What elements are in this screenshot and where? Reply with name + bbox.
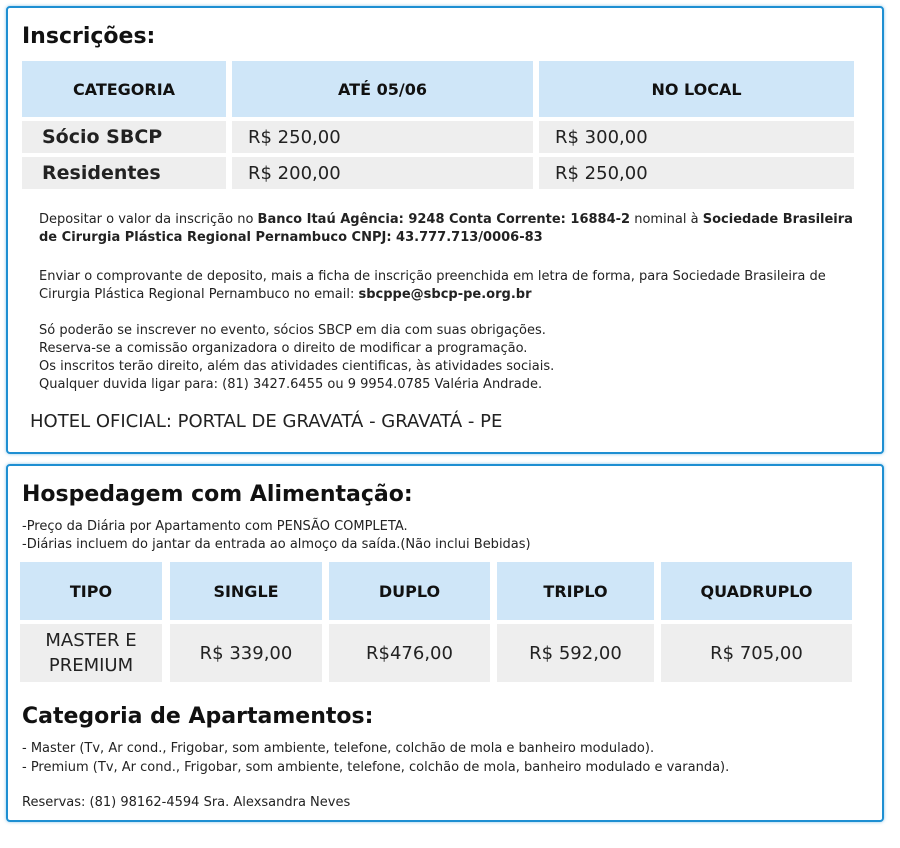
header-quadruplo: QUADRUPLO [661,562,852,620]
row-residentes-onsite: R$ 250,00 [539,157,854,189]
send-paragraph [39,268,859,304]
reservations-contact: Reservas: (81) 98162-4594 Sra. Alexsandra Neves [22,795,351,810]
apartment-item: - Master (Tv, Ar cond., Frigobar, som ambiente, telefone, colchão de mola e banheiro modulado). [22,741,655,756]
header-tipo: TIPO [20,562,162,620]
header-single: SINGLE [170,562,322,620]
header-ate: ATÉ 05/06 [232,61,533,117]
deposit-text: Depositar o valor da inscrição no [39,212,258,227]
header-triplo: TRIPLO [497,562,654,620]
header-no-local: NO LOCAL [539,61,854,117]
row-socio-category: Sócio SBCP [22,121,226,153]
lodging-notes [22,518,531,554]
row-socio-early: R$ 250,00 [232,121,533,153]
registration-title: Inscrições: [22,24,156,49]
note-line: Qualquer duvida ligar para: (81) 3427.6455 ou 9 9954.0785 Valéria Andrade. [39,377,543,392]
deposit-paragraph [39,211,859,247]
row-type-line: MASTER E [45,630,137,651]
registration-panel [6,6,884,454]
header-categoria: CATEGORIA [22,61,226,117]
company-name: Sociedade Brasileira [702,212,853,227]
bank-info: Banco Itaú Agência: 9248 Conta Corrente: 16884-2 [257,212,631,227]
send-line-1: Enviar o comprovante de deposito, mais a ficha de inscrição preenchida em letra de forma, para Sociedade Brasileira de [39,269,826,284]
price-triplo: R$ 592,00 [497,624,654,682]
hotel-official: HOTEL OFICIAL: PORTAL DE GRAVATÁ - GRAVATÁ - PE [30,411,503,432]
lodging-title: Hospedagem com Alimentação: [22,482,413,507]
email-address: sbcppe@sbcp-pe.org.br [358,287,532,302]
lodging-panel [6,464,884,822]
price-single: R$ 339,00 [170,624,322,682]
deposit-text-2: nominal à [630,212,703,227]
lodging-note-line: -Preço da Diária por Apartamento com PENSÃO COMPLETA. [22,519,408,534]
row-type-line: PREMIUM [48,655,134,676]
apartments-title: Categoria de Apartamentos: [22,704,374,729]
row-residentes-category: Residentes [22,157,226,189]
apartment-item: - Premium (Tv, Ar cond., Frigobar, som ambiente, telefone, colchão de mola, banheiro modulado e varanda). [22,760,730,775]
header-duplo: DUPLO [329,562,490,620]
lodging-note-line: -Diárias incluem do jantar da entrada ao almoço da saída.(Não inclui Bebidas) [22,537,531,552]
company-cnpj: de Cirurgia Plástica Regional Pernambuco CNPJ: 43.777.713/0006-83 [39,230,543,245]
price-duplo: R$476,00 [329,624,490,682]
note-line: Reserva-se a comissão organizadora o direito de modificar a programação. [39,341,528,356]
row-residentes-early: R$ 200,00 [232,157,533,189]
send-line-2: Cirurgia Plástica Regional Pernambuco no email: [39,287,359,302]
note-line: Os inscritos terão direito, além das atividades cientificas, às atividades sociais. [39,359,555,374]
row-socio-onsite: R$ 300,00 [539,121,854,153]
notes-paragraph [39,322,859,394]
row-type [20,624,162,682]
note-line: Só poderão se inscrever no evento, sócios SBCP em dia com suas obrigações. [39,323,546,338]
price-quadruplo: R$ 705,00 [661,624,852,682]
apartment-list [22,739,729,777]
